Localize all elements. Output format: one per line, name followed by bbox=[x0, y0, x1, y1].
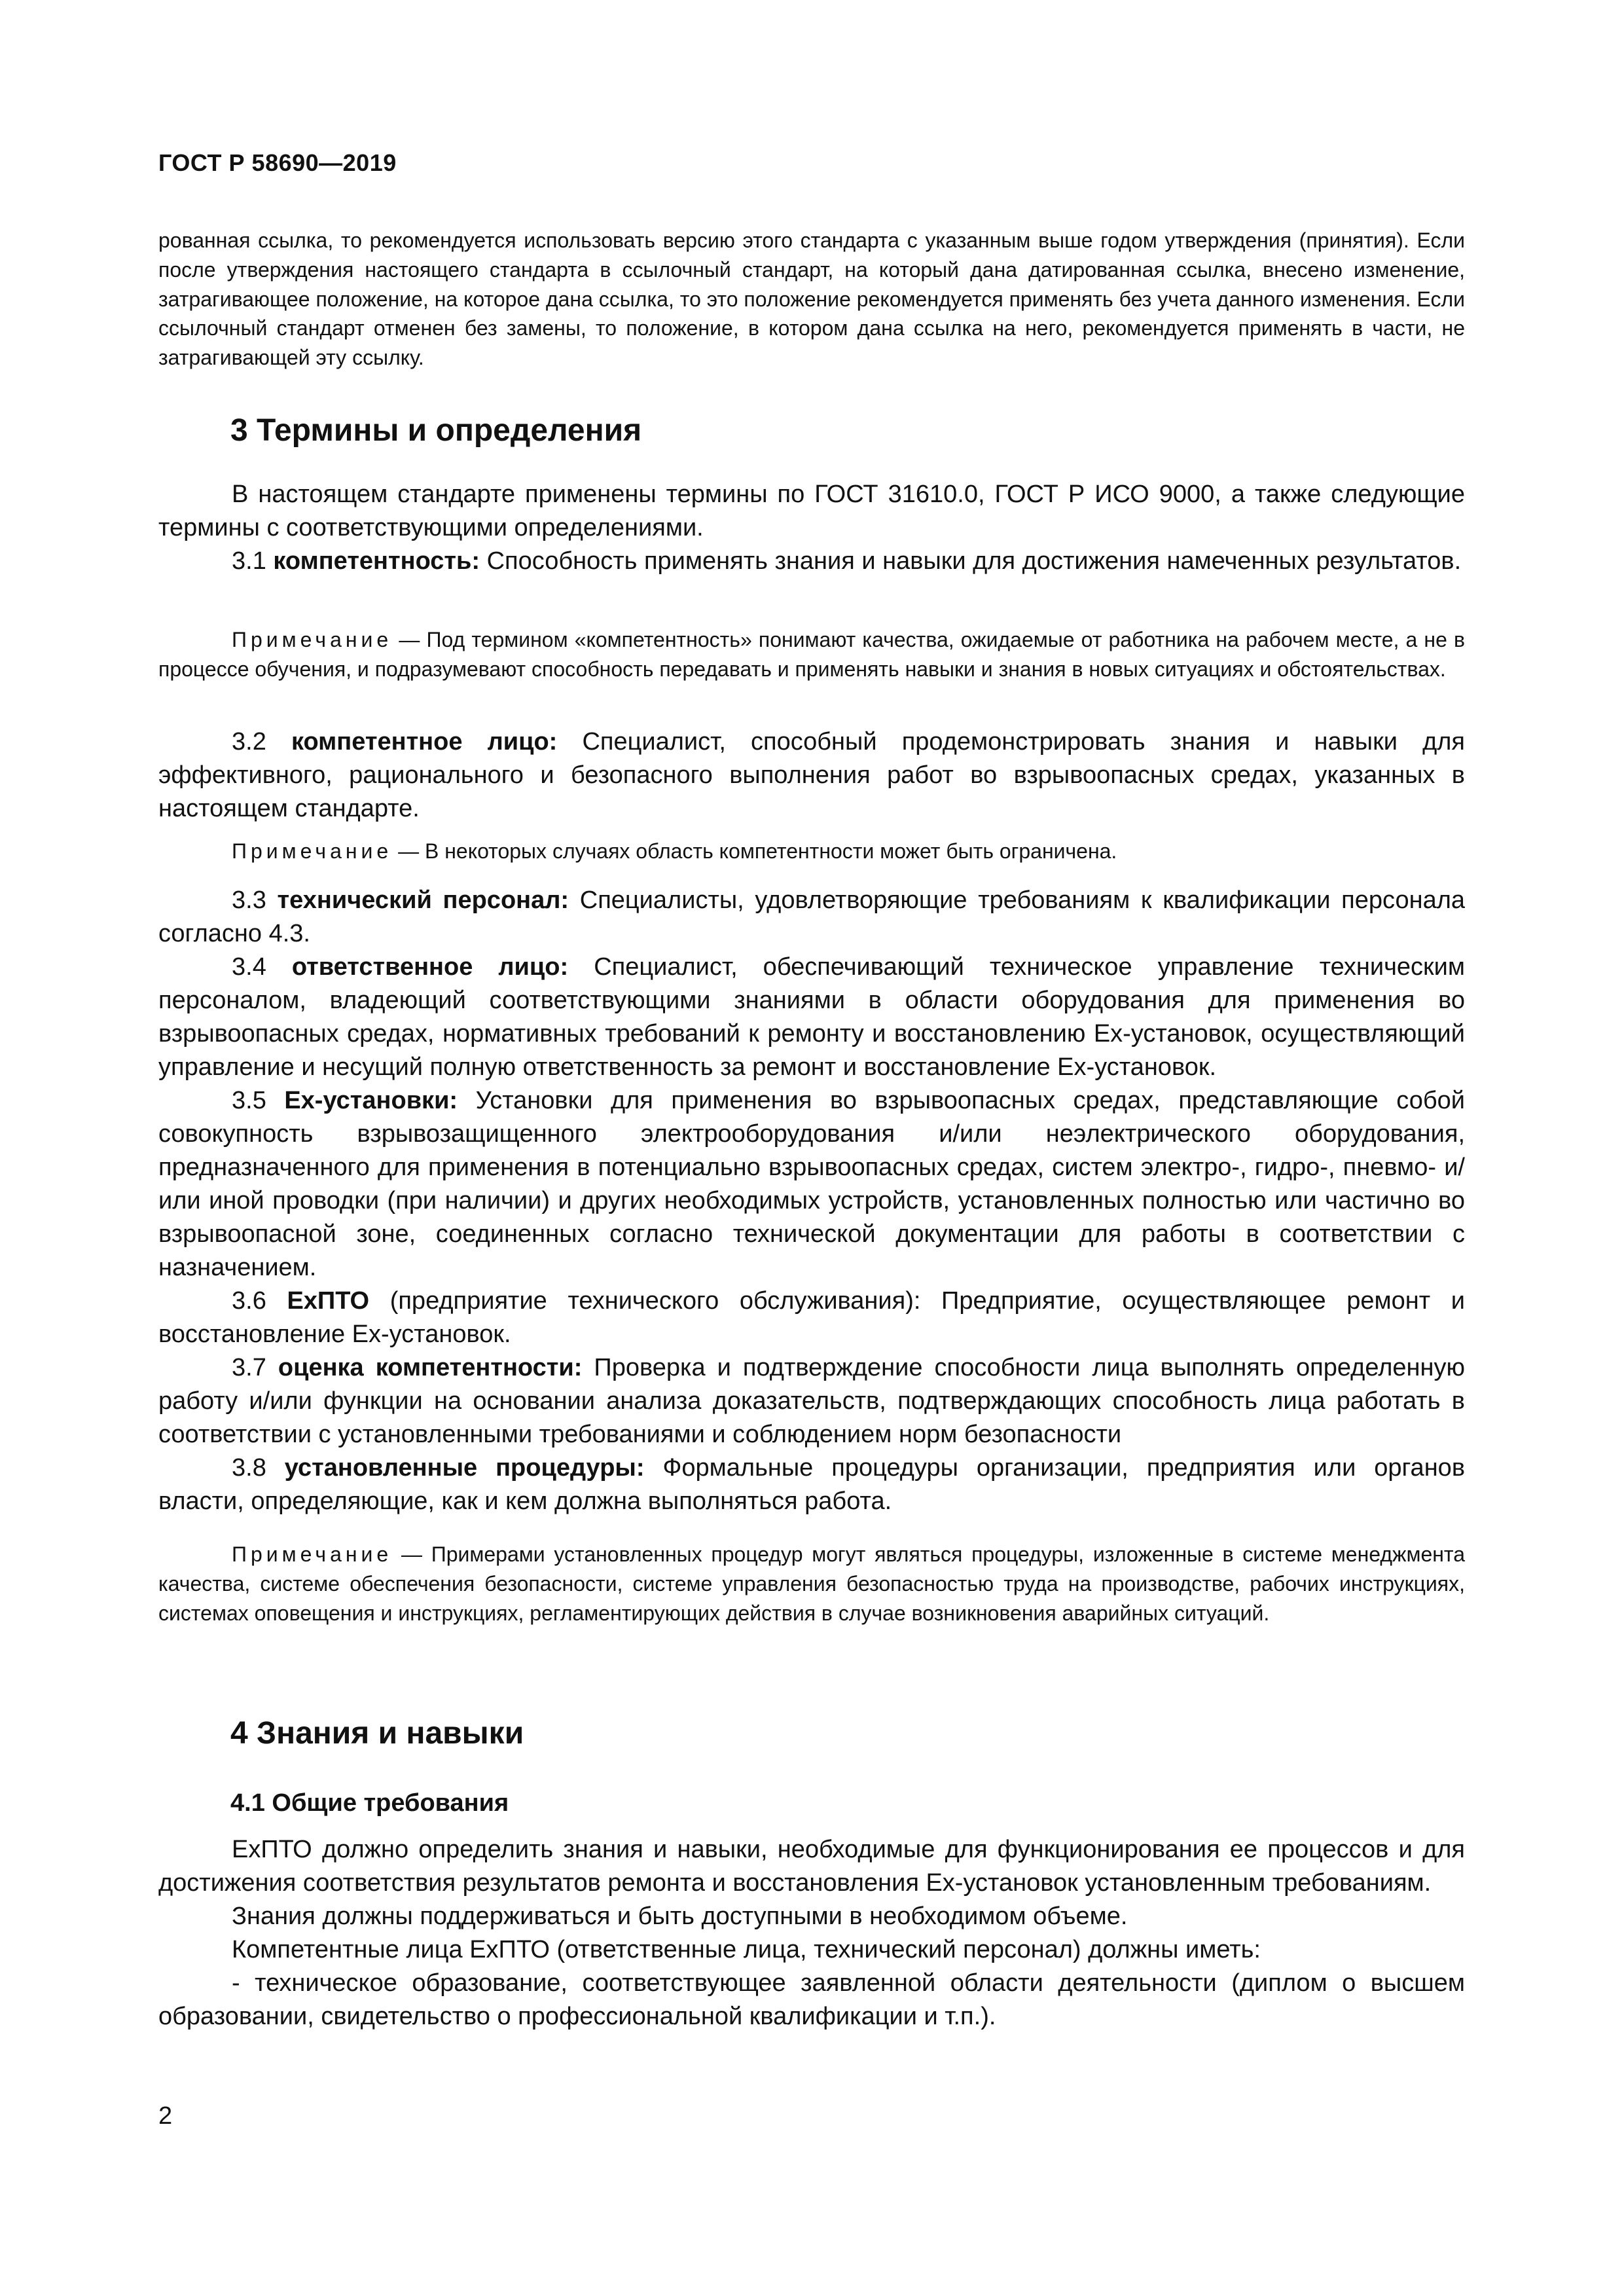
term-3-7 bbox=[158, 1351, 1465, 1451]
term-number: 3.6 bbox=[232, 1287, 266, 1315]
term-name: ответственное лицо: bbox=[291, 953, 569, 981]
term-name: установленные процедуры: bbox=[284, 1454, 645, 1482]
term-number: 3.8 bbox=[232, 1454, 266, 1482]
term-number: 3.7 bbox=[232, 1354, 266, 1381]
intro-paragraph: рованная ссылка, то рекомендуется использовать версию этого стандарта с указанным выше годом утверждения (принятия). Если после утверждения настоящего стандарта в ссылочный стандарт, на который дана датированная ссылка, внесено изменение, затрагивающее положение, на которое дана ссылка, то это положение рекомендуется применять без учета данного изменения. Если ссылочный стандарт отменен без замены, то положение, в котором дана ссылка на него, рекомендуется применять в части, не затрагивающей эту ссылку. bbox=[158, 228, 1465, 370]
section-3-title: 3 Термины и определения bbox=[230, 413, 642, 448]
term-definition: Способность применять знания и навыки для достижения намеченных результатов. bbox=[486, 547, 1462, 575]
note-label: Примечание bbox=[232, 628, 393, 651]
section-4-1-body bbox=[158, 1833, 1465, 2033]
term-3-5 bbox=[158, 1084, 1465, 1285]
term-3-3 bbox=[158, 884, 1465, 951]
term-3-2-block bbox=[158, 725, 1465, 826]
term-3-2 bbox=[158, 725, 1465, 826]
term-name: Ex-установки: bbox=[284, 1087, 458, 1114]
note-label: Примечание bbox=[232, 839, 393, 863]
term-3-8 bbox=[158, 1451, 1465, 1518]
section-4-title: 4 Знания и навыки bbox=[230, 1716, 524, 1751]
term-number: 3.1 bbox=[232, 547, 266, 575]
term-number: 3.3 bbox=[232, 886, 266, 914]
page-number: 2 bbox=[158, 2102, 173, 2130]
term-definition: Проверка и подтверждение способности лица выполнять определенную работу и/или функции на основании анализа доказательств, подтверждающих способность лица работать в соответствии с установленными требованиями и соблюдением норм безопасности bbox=[158, 1354, 1465, 1448]
term-definition: Установки для применения во взрывоопасных средах, представляющие собой совокупность взрывозащищенного электрооборудования и/или неэлектрического оборудования, предназначенного для применения в потенциально взрывоопасных средах, систем электро-, гидро-, пневмо- и/или иной проводки (при наличии) и других необходимых устройств, установленных полностью или частично во взрывоопасной зоне, соединенных согласно технической документации для работы в соответствии с назначением. bbox=[158, 1087, 1465, 1281]
section-3-lead: В настоящем стандарте применены термины по ГОСТ 31610.0, ГОСТ Р ИСО 9000, а также следующие термины с соответствующими определениями. bbox=[158, 481, 1465, 541]
term-number: 3.5 bbox=[232, 1087, 266, 1114]
section-4-para-4: - техническое образование, соответствующее заявленной области деятельности (диплом о высшем образовании, свидетельство о профессиональной квалификации и т.п.). bbox=[158, 1969, 1465, 2030]
term-3-4 bbox=[158, 951, 1465, 1084]
term-definition: Специалист, обеспечивающий техническое управление техническим персоналом, владеющий соответствующими знаниями в области оборудования для применения во взрывоопасных средах, нормативных требований к ремонту и восстановлению Ex-установок, осуществляющий управление и несущий полную ответственность за ремонт и восстановление Ex-установок. bbox=[158, 953, 1465, 1081]
note-2: Примечание — В некоторых случаях область компетентности может быть ограничена. bbox=[232, 839, 1117, 863]
note-text: Примерами установленных процедур могут являться процедуры, изложенные в системе менеджмента качества, системе обеспечения безопасности, системе управления безопасностью труда на производстве, рабочих инструкциях, системах оповещения и инструкциях, регламентирующих действия в случае возникновения аварийных ситуаций. bbox=[158, 1542, 1466, 1625]
section-4-para-2: Знания должны поддерживаться и быть доступными в необходимом объеме. bbox=[232, 1903, 1128, 1930]
terms-3-3-to-3-8-block bbox=[158, 884, 1465, 1518]
section-3-lead-block bbox=[158, 478, 1465, 578]
term-name: технический персонал: bbox=[277, 886, 569, 914]
term-name: ExПТО bbox=[287, 1287, 370, 1315]
term-definition: Специалисты, удовлетворяющие требованиям к квалификации персонала согласно 4.3. bbox=[158, 886, 1466, 947]
note-3: Примечание — Примерами установленных процедур могут являться процедуры, изложенные в системе менеджмента качества, системе обеспечения безопасности, системе управления безопасностью труда на производстве, рабочих инструкциях, системах оповещения и инструкциях, регламентирующих действия в случае возникновения аварийных ситуаций. bbox=[158, 1542, 1466, 1625]
term-definition: (предприятие технического обслуживания): Предприятие, осуществляющее ремонт и восстановление Ex-установок. bbox=[158, 1287, 1465, 1348]
section-4-1-title: 4.1 Общие требования bbox=[230, 1789, 509, 1817]
note-label: Примечание bbox=[232, 1542, 393, 1566]
term-name: оценка компетентности: bbox=[278, 1354, 583, 1381]
note-text: Под термином «компетентность» понимают качества, ожидаемые от работника на рабочем месте, а не в процессе обучения, и подразумевают способность передавать и применять навыки и знания в новых ситуациях и обстоятельствах. bbox=[158, 628, 1466, 681]
note-1: Примечание — Под термином «компетентность» понимают качества, ожидаемые от работника на рабочем месте, а не в процессе обучения, и подразумевают способность передавать и применять навыки и знания в новых ситуациях и обстоятельствах. bbox=[158, 628, 1466, 681]
term-name: компетентность: bbox=[273, 547, 480, 575]
section-4-para-1: ExПТО должно определить знания и навыки, необходимые для функционирования ее процессов и для достижения соответствия результатов ремонта и восстановления Ex-установок установленным требованиям. bbox=[158, 1836, 1465, 1897]
term-definition: Формальные процедуры организации, предприятия или органов власти, определяющие, как и кем должна выполняться работа. bbox=[158, 1454, 1466, 1515]
term-definition: Специалист, способный продемонстрировать знания и навыки для эффективного, рационального и безопасного выполнения работ во взрывоопасных средах, указанных в настоящем стандарте. bbox=[158, 728, 1466, 822]
document-header: ГОСТ Р 58690—2019 bbox=[158, 149, 397, 176]
term-number: 3.4 bbox=[232, 953, 266, 981]
section-4-para-3: Компетентные лица ExПТО (ответственные лица, технический персонал) должны иметь: bbox=[232, 1936, 1261, 1963]
term-number: 3.2 bbox=[232, 728, 266, 756]
note-text: В некоторых случаях область компетентности может быть ограничена. bbox=[425, 839, 1117, 863]
term-3-6 bbox=[158, 1285, 1465, 1351]
term-name: компетентное лицо: bbox=[291, 728, 558, 756]
term-3-1 bbox=[158, 545, 1465, 578]
